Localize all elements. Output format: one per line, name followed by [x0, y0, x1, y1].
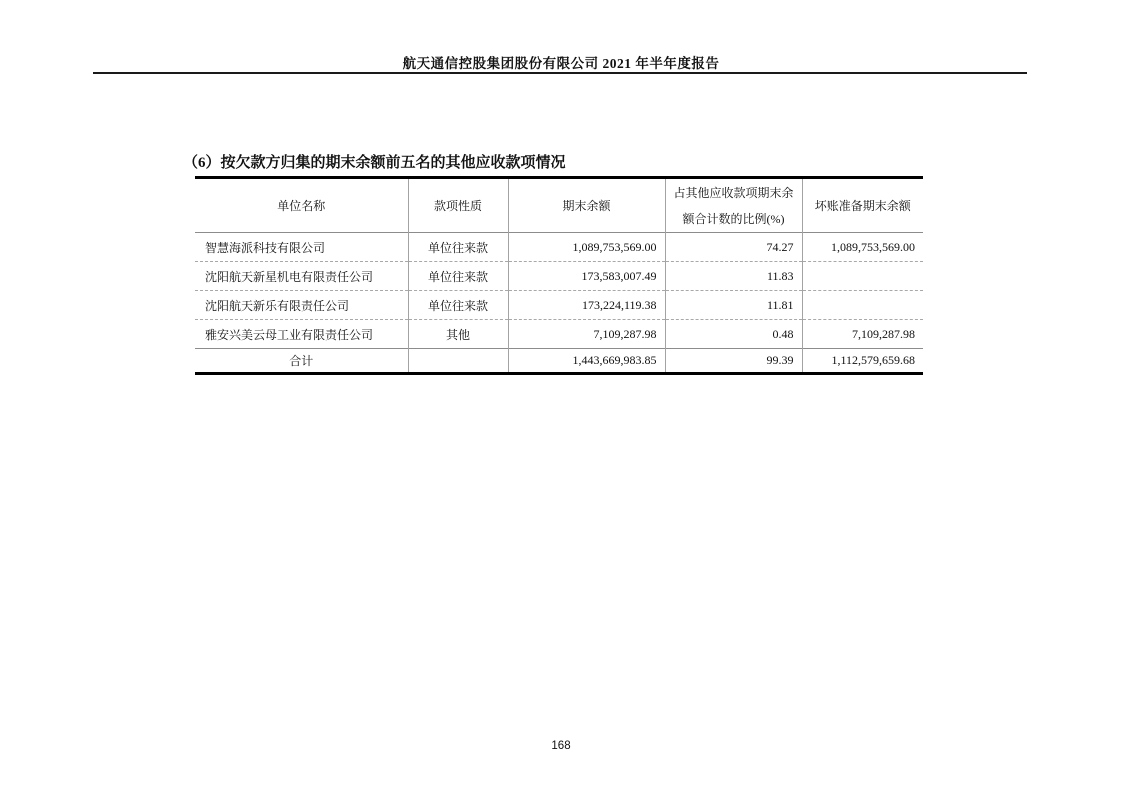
cell-nature: 单位往来款: [408, 233, 508, 262]
cell-nature: [408, 349, 508, 374]
cell-closing-balance: 1,089,753,569.00: [508, 233, 665, 262]
cell-bad-debt-provision: [802, 262, 923, 291]
cell-bad-debt-provision: 1,112,579,659.68: [831, 353, 915, 367]
header-divider-rule: [93, 72, 1027, 74]
table-row: [195, 320, 923, 349]
cell-unit-name: 智慧海派科技有限公司: [195, 233, 408, 262]
table-row: [195, 233, 923, 262]
col-header-unit-name: 单位名称: [195, 178, 408, 233]
cell-unit-name: 沈阳航天新乐有限责任公司: [195, 291, 408, 320]
cell-ratio: 74.27: [665, 233, 802, 262]
cell-bad-debt-provision: 1,089,753,569.00: [831, 239, 915, 254]
cell-nature: 其他: [408, 320, 508, 349]
cell-bad-debt-provision: [802, 291, 923, 320]
cell-unit-name: 雅安兴美云母工业有限责任公司: [195, 320, 408, 349]
col-header-closing-balance: 期末余额: [508, 178, 665, 233]
cell-closing-balance: 7,109,287.98: [508, 320, 665, 349]
table-row: [195, 291, 923, 320]
cell-ratio: 0.48: [665, 320, 802, 349]
col-header-ratio: 占其他应收款项期末余额合计数的比例(%): [665, 178, 802, 233]
cell-ratio: 11.83: [665, 262, 802, 291]
cell-closing-balance: 173,583,007.49: [508, 262, 665, 291]
cell-bad-debt-provision: 7,109,287.98: [852, 326, 915, 341]
table-row: [195, 262, 923, 291]
section-heading: （6）按欠款方归集的期末余额前五名的其他应收款项情况: [183, 155, 566, 171]
page-number: 168: [551, 740, 571, 752]
cell-ratio: 99.39: [665, 349, 802, 374]
col-header-nature: 款项性质: [408, 178, 508, 233]
cell-ratio: 11.81: [665, 291, 802, 320]
cell-unit-name: 沈阳航天新星机电有限责任公司: [195, 262, 408, 291]
cell-closing-balance: 173,224,119.38: [508, 291, 665, 320]
table-header-row: [195, 178, 923, 233]
cell-nature: 单位往来款: [408, 262, 508, 291]
document-header-title: 航天通信控股集团股份有限公司 2021 年半年度报告: [402, 56, 720, 71]
cell-closing-balance: 1,443,669,983.85: [508, 349, 665, 374]
col-header-bad-debt-provision: 坏账准备期末余额: [814, 198, 911, 213]
cell-nature: 单位往来款: [408, 291, 508, 320]
other-receivables-top5-table: [195, 176, 923, 375]
cell-total-label: 合计: [195, 349, 408, 374]
table-total-row: [195, 349, 923, 374]
